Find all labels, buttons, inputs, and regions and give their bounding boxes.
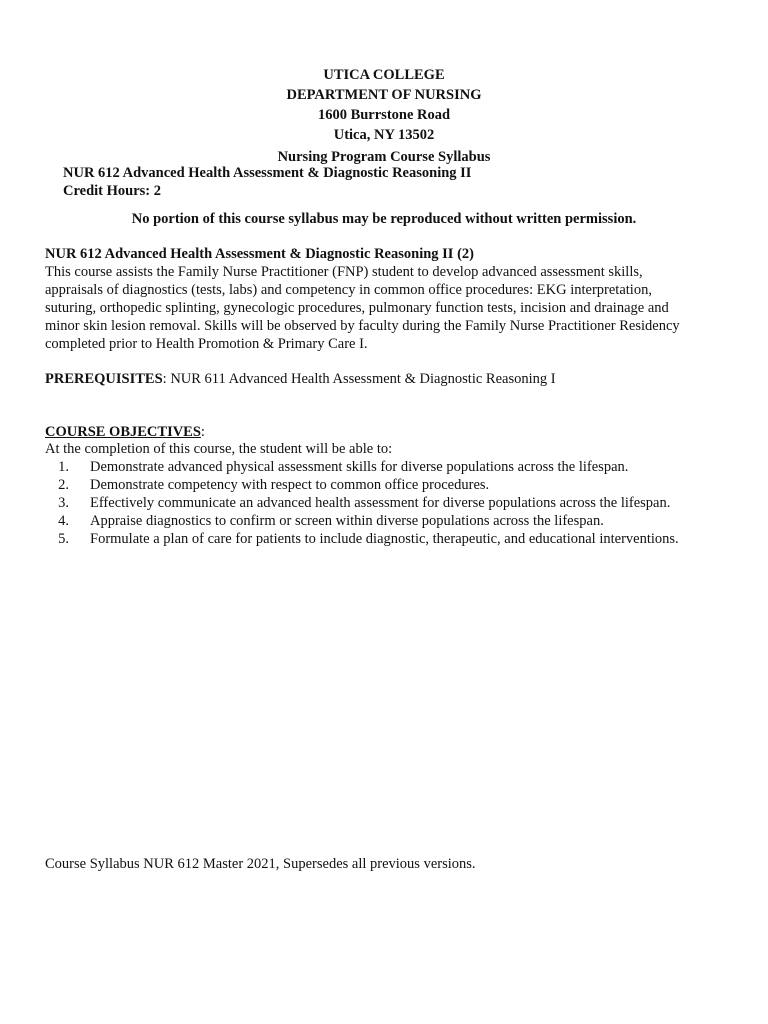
list-item-number: 5. (58, 531, 69, 547)
list-item-number: 2. (58, 477, 69, 493)
list-item-number: 1. (58, 459, 69, 475)
city-address: Utica, NY 13502 (333, 127, 435, 143)
description-heading: NUR 612 Advanced Health Assessment & Diagnostic Reasoning II (2) (45, 246, 474, 262)
prerequisites-label: PREREQUISITES (45, 371, 163, 387)
list-item-number: 4. (58, 513, 69, 529)
program-title: Nursing Program Course Syllabus (277, 149, 491, 165)
list-item-text: Appraise diagnostics to confirm or screen within diverse populations across the lifespan. (90, 513, 604, 529)
list-item-text: Formulate a plan of care for patients to include diagnostic, therapeutic, and educational interventions. (90, 531, 679, 547)
description-line: appraisals of diagnostics (tests, labs) and competency in common office procedures: EKG interpretation, (45, 282, 652, 298)
street-address: 1600 Burrstone Road (317, 107, 451, 123)
department-name: DEPARTMENT OF NURSING (286, 87, 482, 103)
list-item (45, 512, 679, 530)
description-line: completed prior to Health Promotion & Primary Care I. (45, 336, 368, 352)
credit-hours: Credit Hours: 2 (63, 183, 162, 199)
copyright-notice: No portion of this course syllabus may be reproduced without written permission. (131, 211, 637, 227)
objectives-heading (45, 423, 205, 441)
objectives-list (45, 458, 679, 548)
list-item-text: Demonstrate advanced physical assessment skills for diverse populations across the lifespan. (90, 459, 629, 475)
objectives-intro: At the completion of this course, the student will be able to: (45, 441, 393, 457)
list-item-text: Demonstrate competency with respect to common office procedures. (90, 477, 490, 493)
list-item (45, 458, 679, 476)
prerequisites (45, 370, 556, 388)
description-line: This course assists the Family Nurse Practitioner (FNP) student to develop advanced assessment skills, (45, 264, 643, 280)
description-line: suturing, orthopedic splinting, gynecologic procedures, pulmonary function tests, incision and drainage and (45, 300, 669, 316)
description-line: minor skin lesion removal. Skills will be observed by faculty during the Family Nurse Practitioner Residency (45, 318, 680, 334)
prerequisites-value: NUR 611 Advanced Health Assessment & Diagnostic Reasoning I (166, 371, 556, 387)
prerequisites-separator: : (162, 371, 167, 387)
list-item (45, 494, 679, 512)
page-footer: Course Syllabus NUR 612 Master 2021, Supersedes all previous versions. (45, 856, 476, 872)
list-item-text: Effectively communicate an advanced health assessment for diverse populations across the lifespan. (90, 495, 671, 511)
list-item-number: 3. (58, 495, 69, 511)
list-item (45, 530, 679, 548)
college-name: UTICA COLLEGE (323, 67, 445, 83)
objectives-label: COURSE OBJECTIVES (45, 424, 201, 440)
list-item (45, 476, 679, 494)
objectives-separator: : (200, 424, 205, 440)
course-title: NUR 612 Advanced Health Assessment & Diagnostic Reasoning II (63, 165, 472, 181)
course-description (45, 263, 725, 353)
